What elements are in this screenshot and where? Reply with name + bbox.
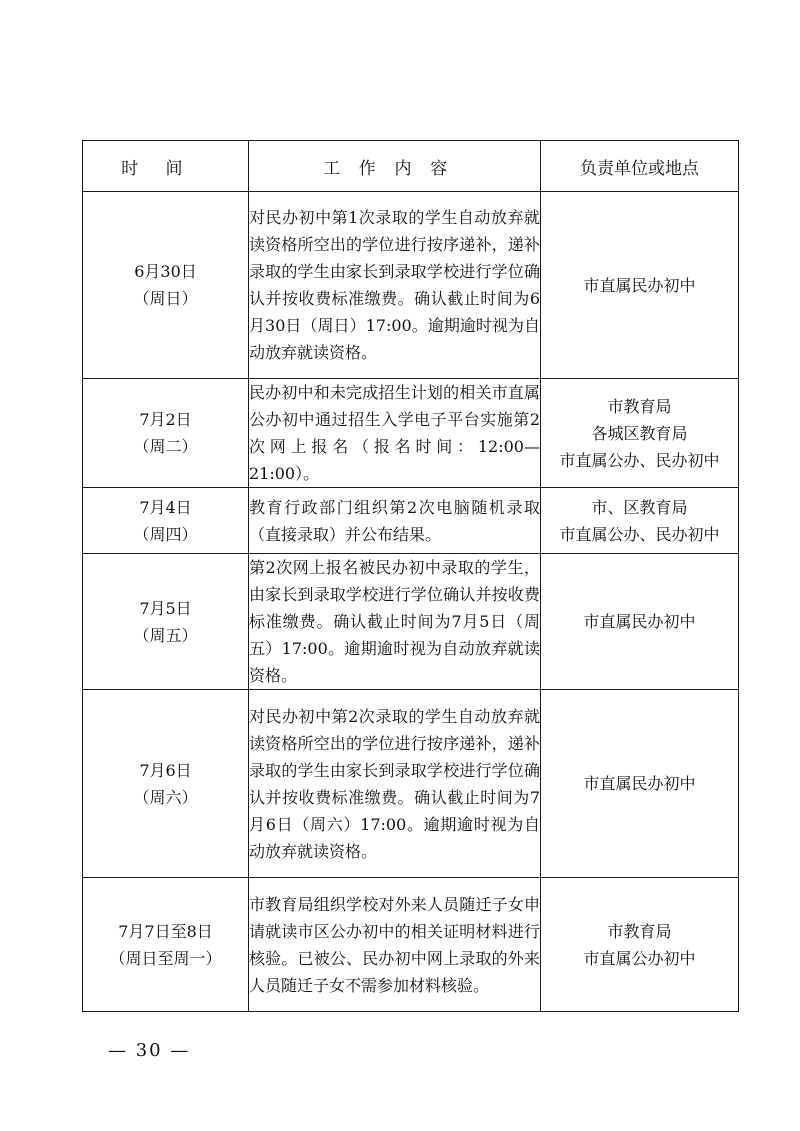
table-header-row xyxy=(83,141,739,192)
schedule-table xyxy=(82,140,739,1012)
header-unit: 负责单位或地点 xyxy=(541,141,739,192)
time-cell xyxy=(83,878,249,1012)
weekday-text: （周六） xyxy=(133,787,198,807)
unit-text: 市直属公办、民办初中 xyxy=(559,524,720,544)
unit-text: 市直属民办初中 xyxy=(583,612,696,631)
content-cell: 第2次网上报名被民办初中录取的学生，由家长到录取学校进行学位确认并按收费标准缴费。确认截止时间为7月5日（周五）17:00。逾期逾时视为自动放弃就读资格。 xyxy=(249,554,541,690)
weekday-text: （周日至周一） xyxy=(109,948,222,968)
date-text: 7月7日至8日 xyxy=(118,921,213,941)
page-number: — 30 — xyxy=(108,1040,191,1061)
date-text: 7月2日 xyxy=(139,410,192,429)
unit-cell xyxy=(541,192,739,379)
date-text: 7月4日 xyxy=(139,497,192,517)
table-row xyxy=(83,192,739,379)
unit-text: 市教育局 xyxy=(607,921,672,941)
content-cell: 教育行政部门组织第2次电脑随机录取（直接录取）并公布结果。 xyxy=(249,488,541,554)
content-cell: 市教育局组织学校对外来人员随迁子女申请就读市区公办初中的相关证明材料进行核验。已被公、民办初中网上录取的外来人员随迁子女不需参加材料核验。 xyxy=(249,878,541,1012)
header-time: 时间 xyxy=(83,141,249,192)
date-text: 7月5日 xyxy=(139,598,192,618)
weekday-text: （周五） xyxy=(133,625,198,645)
weekday-text: （周四） xyxy=(133,524,198,544)
unit-cell xyxy=(541,488,739,554)
date-text: 6月30日 xyxy=(134,262,197,281)
unit-cell xyxy=(541,554,739,690)
unit-cell xyxy=(541,690,739,878)
table-row xyxy=(83,488,739,554)
content-cell: 民办初中和未完成招生计划的相关市直属公办初中通过招生入学电子平台实施第2次网上报名（报名时间：12:00—21:00）。 xyxy=(249,379,541,488)
table-row xyxy=(83,690,739,878)
header-content: 工作内容 xyxy=(249,141,541,192)
content-cell: 对民办初中第2次录取的学生自动放弃就读资格所空出的学位进行按序递补，递补录取的学生由家长到录取学校进行学位确认并按收费标准缴费。确认截止时间为7月6日（周六）17:00。逾期逾时视为自动放弃就读资格。 xyxy=(249,690,541,878)
table-row xyxy=(83,379,739,488)
table-row xyxy=(83,554,739,690)
time-cell xyxy=(83,379,249,488)
time-cell xyxy=(83,192,249,379)
unit-text: 市直属公办、民办初中 xyxy=(559,450,720,470)
time-cell xyxy=(83,554,249,690)
weekday-text: （周日） xyxy=(133,289,198,308)
unit-text: 市直属民办初中 xyxy=(583,275,696,295)
unit-cell xyxy=(541,878,739,1012)
time-cell xyxy=(83,488,249,554)
weekday-text: （周二） xyxy=(133,437,198,456)
date-text: 7月6日 xyxy=(139,760,192,780)
unit-text: 市直属民办初中 xyxy=(583,774,696,793)
content-cell: 对民办初中第1次录取的学生自动放弃就读资格所空出的学位进行按序递补，递补录取的学生由家长到录取学校进行学位确认并按收费标准缴费。确认截止时间为6月30日（周日）17:00。逾期逾时视为自动放弃就读资格。 xyxy=(249,192,541,379)
unit-text: 市、区教育局 xyxy=(591,497,688,517)
unit-cell xyxy=(541,379,739,488)
unit-text: 市教育局 xyxy=(607,396,672,416)
table-row xyxy=(83,878,739,1012)
time-cell xyxy=(83,690,249,878)
unit-text: 市直属公办初中 xyxy=(583,948,696,968)
unit-text: 各城区教育局 xyxy=(591,423,688,443)
